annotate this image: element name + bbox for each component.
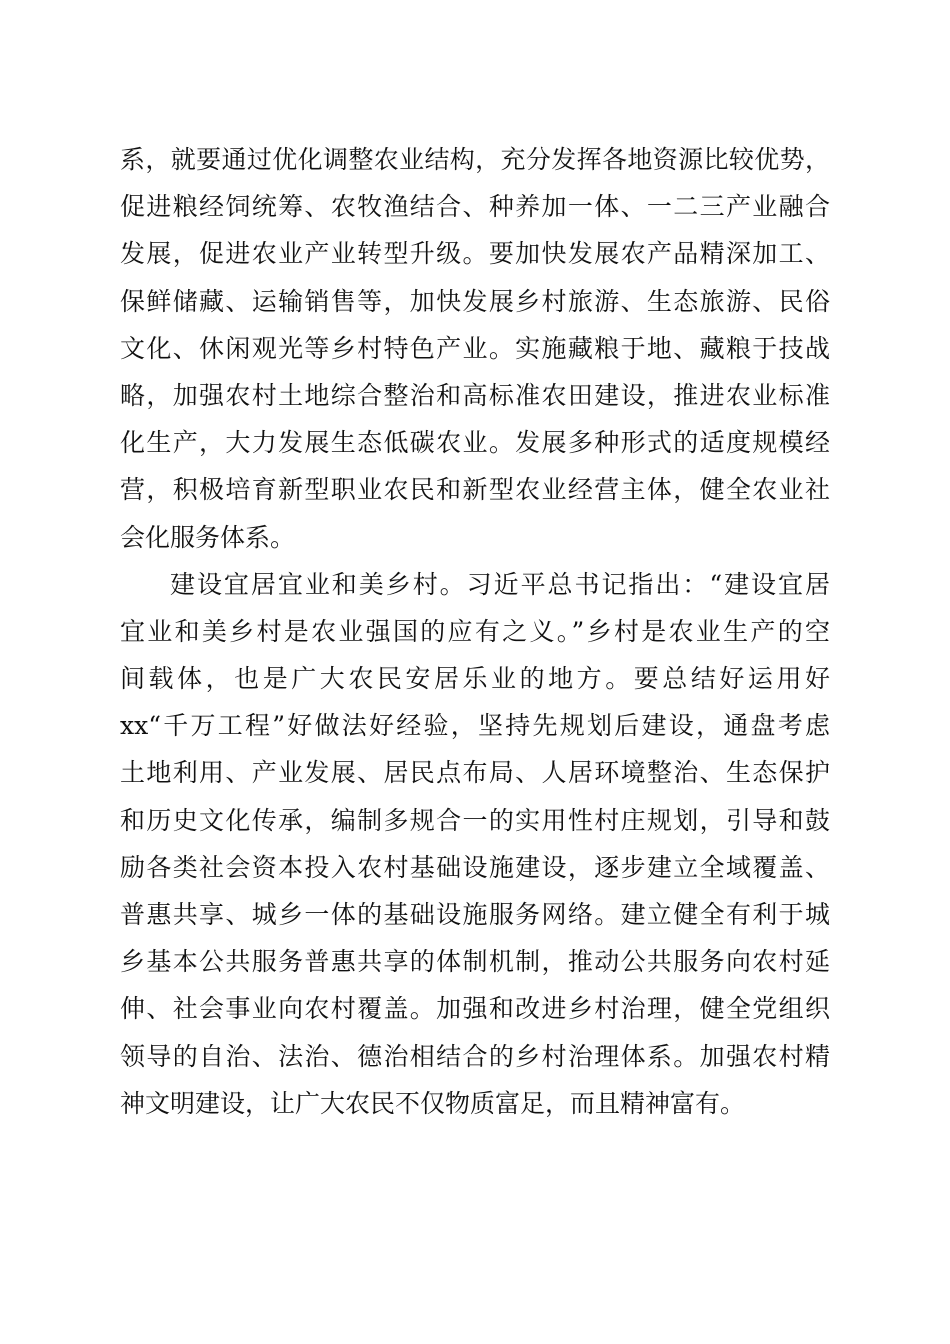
text-line: 系，就要通过优化调整农业结构，充分发挥各地资源比较优势， [120,145,830,174]
text-line: 励各类社会资本投入农村基础设施建设，逐步建立全域覆盖、 [120,852,830,882]
text-line: 乡基本公共服务普惠共享的体制机制，推动公共服务向农村延 [120,947,830,977]
text-line: 会化服务体系。 [120,522,296,552]
text-line: 化生产，大力发展生态低碳农业。发展多种形式的适度规模经 [120,428,830,458]
document-body [120,136,830,1127]
text-line: 保鲜储藏、运输销售等，加快发展乡村旅游、生态旅游、民俗 [120,286,830,316]
text-line: 营，积极培育新型职业农民和新型农业经营主体，健全农业社 [120,475,830,505]
text-line: 领导的自治、法治、德治相结合的乡村治理体系。加强农村精 [120,1041,830,1071]
text-line: xx“千万工程”好做法好经验，坚持先规划后建设，通盘考虑 [120,711,830,741]
text-line: 伸、社会事业向农村覆盖。加强和改进乡村治理，健全党组织 [120,994,830,1024]
text-line: 文化、休闲观光等乡村特色产业。实施藏粮于地、藏粮于技战 [120,333,830,363]
text-line: 发展，促进农业产业转型升级。要加快发展农产品精深加工、 [120,239,830,269]
text-line: 促进粮经饲统筹、农牧渔结合、种养加一体、一二三产业融合 [120,192,830,222]
text-line: 土地利用、产业发展、居民点布局、人居环境整治、生态保护 [120,758,830,788]
text-line: 神文明建设，让广大农民不仅物质富足，而且精神富有。 [120,1088,746,1118]
text-line-paragraph-start: 建设宜居宜业和美乡村。习近平总书记指出：“建设宜居 [170,569,830,599]
text-line: 略，加强农村土地综合整治和高标准农田建设，推进农业标准 [120,380,830,410]
text-line: 普惠共享、城乡一体的基础设施服务网络。建立健全有利于城 [120,900,830,929]
text-line: 间载体，也是广大农民安居乐业的地方。要总结好运用好 [120,664,830,694]
text-line: 宜业和美乡村是农业强国的应有之义。”乡村是农业生产的空 [120,616,830,646]
text-line: 和历史文化传承，编制多规合一的实用性村庄规划，引导和鼓 [120,805,830,835]
